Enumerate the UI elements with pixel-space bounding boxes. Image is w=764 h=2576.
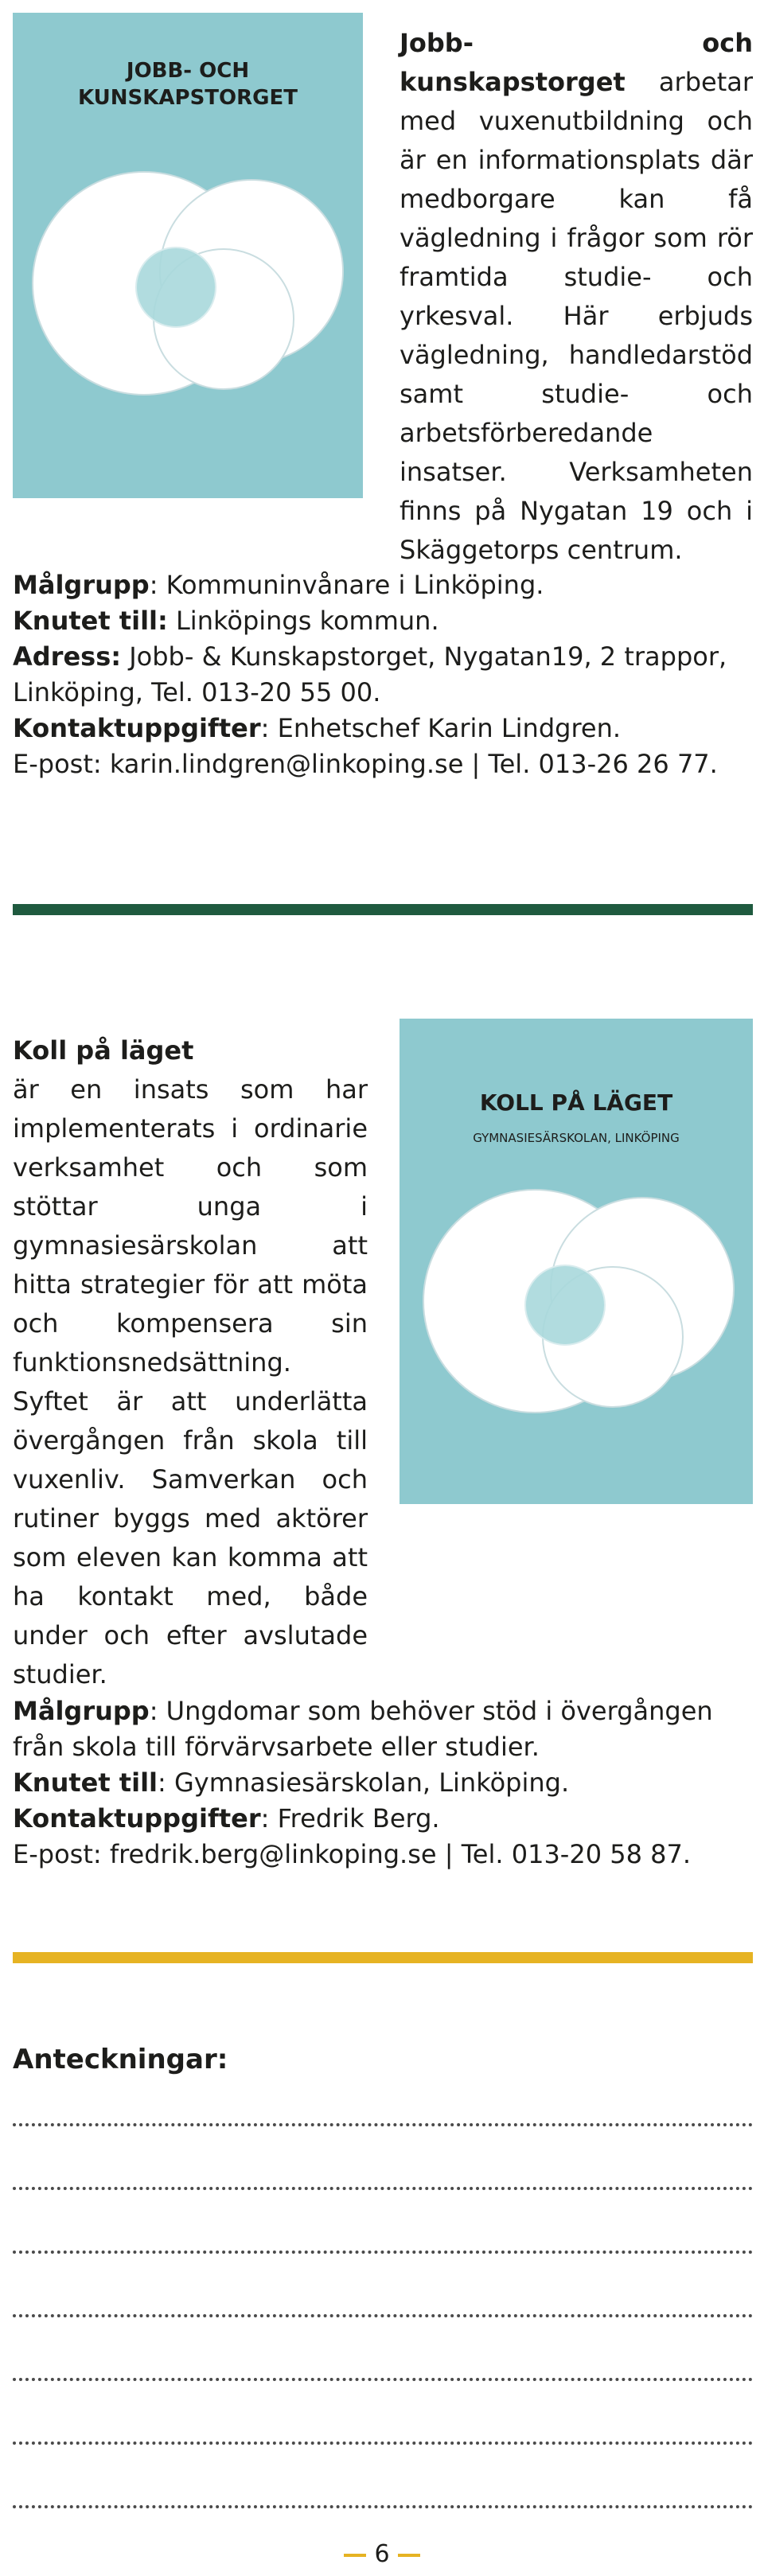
koll-pa-laget-description [13,1031,368,1694]
knutet-till-row: Knutet till: Linköpings kommun. [13,606,439,636]
epost-row: E-post: karin.lindgren@linkoping.se | Tel. 013-26 26 77. [13,749,718,779]
cover-title: JOBB- OCH KUNSKAPSTORGET [77,59,298,110]
koll-pa-laget-cover [400,1019,753,1504]
malgrupp-row: Målgrupp: Kommuninvånare i Linköping. [13,570,544,600]
note-line[interactable] [13,2187,753,2190]
jobb-kunskapstorget-description [400,24,753,570]
note-line[interactable] [13,2123,753,2126]
green-divider [13,904,753,915]
page-dash-left [344,2554,366,2557]
knutet-till-row: Knutet till: Gymnasiesärskolan, Linköping. [13,1767,570,1798]
malgrupp-row-2: från skola till förvärvsarbete eller studier. [13,1732,540,1762]
jobb-kunskapstorget-cover [13,13,363,498]
koll-pa-laget-info [13,1693,753,1873]
lead-title: Koll på läget [13,1035,194,1066]
page-dash-right [398,2554,420,2557]
note-line[interactable] [13,2378,753,2381]
kontakt-row: Kontaktuppgifter: Enhetschef Karin Lindgren. [13,713,622,743]
description-text: är en insats som har implementerats i ordinarie verksamhet och som stöttar unga i gymnasiesärskolan att hitta strategier för att möta och kompensera sin funktionsnedsättning. Syftet är att underlätta övergången från skola till vuxenliv. Samverkan och rutiner byggs med aktörer som eleven kan komma att ha kontakt med, både under och efter avslutade studier. [13,1074,368,1689]
jobb-kunskapstorget-info [13,567,753,782]
malgrupp-row: Målgrupp: Ungdomar som behöver stöd i övergången [13,1696,713,1726]
notes-heading: Anteckningar: [13,2044,228,2075]
kontakt-row: Kontaktuppgifter: Fredrik Berg. [13,1803,440,1834]
lead-title: Jobb- och kunskapstorget [400,28,753,97]
note-line[interactable] [13,2251,753,2254]
note-line[interactable] [13,2314,753,2317]
note-line[interactable] [13,2442,753,2445]
cover-title: KOLL PÅ LÄGET [479,1089,673,1116]
description-text: arbetar med vuxenutbildning och är en informationsplats där medborgare kan få vägledning i frågor som rör framtida studie- och yrkesval. Här erbjuds vägledning, handledarstöd samt studie- och arbetsförberedande insatser. Verksamheten finns på Nygatan 19 och i Skäggetorps centrum. [400,67,753,565]
note-line[interactable] [13,2505,753,2508]
adress-row: Adress: Jobb- & Kunskapstorget, Nygatan19, 2 trappor, [13,641,727,672]
page-number: 6 [0,2540,764,2568]
adress-row-2: Linköping, Tel. 013-20 55 00. [13,677,381,707]
cover-subtitle: GYMNASIESÄRSKOLAN, LINKÖPING [473,1131,680,1145]
yellow-divider [13,1952,753,1963]
epost-row: E-post: fredrik.berg@linkoping.se | Tel. 013-20 58 87. [13,1839,692,1869]
